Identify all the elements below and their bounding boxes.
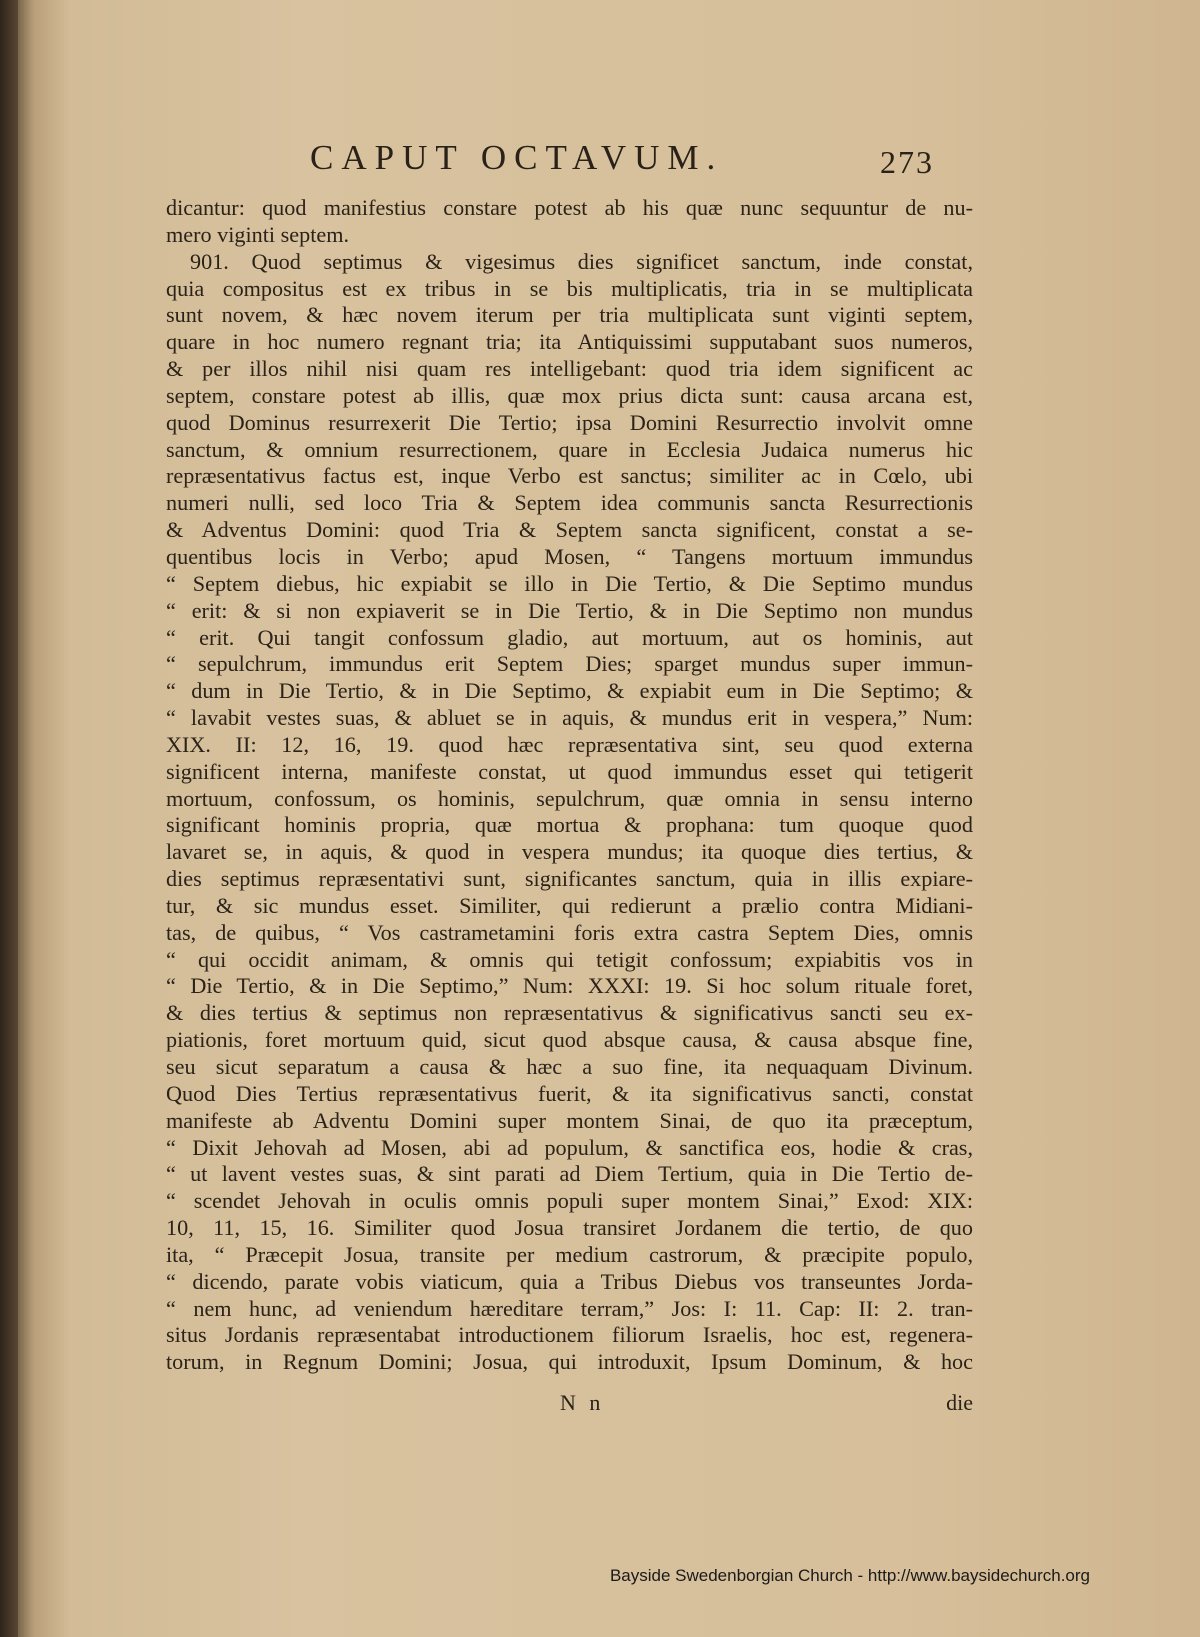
text-line: manifeste ab Adventu Domini super montem Sinai, de quo ita præceptum, xyxy=(166,1107,973,1133)
text-line: lavaret se, in aquis, & quod in vespera mundus; ita quoque dies tertius, & xyxy=(166,839,973,865)
binding-edge xyxy=(0,0,18,1637)
text-line: mero viginti septem. xyxy=(166,221,350,247)
text-line: “ Septem diebus, hic expiabit se illo in Die Tertio, & Die Septimo mundus xyxy=(166,570,973,596)
running-title: CAPUT OCTAVUM. xyxy=(310,138,724,177)
catchword: die xyxy=(946,1390,973,1415)
text-line: sanctum, & omnium resurrectionem, quare in Ecclesia Judaica numerus hic xyxy=(166,436,973,462)
text-line: “ nem hunc, ad veniendum hæreditare terram,” Jos: I: 11. Cap: II: 2. tran- xyxy=(166,1295,973,1321)
text-line: 901. Quod septimus & vigesimus dies significet sanctum, inde constat, xyxy=(190,248,973,274)
text-line: seu sicut separatum a causa & hæc a suo fine, ita nequaquam Divinum. xyxy=(166,1054,973,1079)
text-line: “ dicendo, parate vobis viaticum, quia a Tribus Diebus vos transeuntes Jorda- xyxy=(166,1268,973,1294)
text-line: significant hominis propria, quæ mortua & prophana: tum quoque quod xyxy=(166,812,973,838)
text-line: & Adventus Domini: quod Tria & Septem sancta significent, constat a se- xyxy=(166,517,973,543)
page-header xyxy=(0,138,1200,188)
text-line: “ Die Tertio, & in Die Septimo,” Num: XXXI: 19. Si hoc solum rituale foret, xyxy=(166,973,973,999)
text-line: dies septimus repræsentativi sunt, significantes sanctum, quia in illis expiare- xyxy=(166,866,973,892)
text-line: numeri nulli, sed loco Tria & Septem idea communis sancta Resurrectionis xyxy=(166,490,973,516)
text-line: “ sepulchrum, immundus erit Septem Dies; sparget mundus super immun- xyxy=(166,651,973,677)
text-line: “ scendet Jehovah in oculis omnis populi super montem Sinai,” Exod: XIX: xyxy=(166,1188,973,1214)
text-line: mortuum, confossum, os hominis, sepulchrum, quæ omnia in sensu interno xyxy=(166,785,973,811)
text-line: septem, constare potest ab illis, quæ mox prius dicta sunt: causa arcana est, xyxy=(166,382,973,408)
text-line: 10, 11, 15, 16. Similiter quod Josua transiret Jordanem die tertio, de quo xyxy=(166,1215,973,1241)
text-line: ita, “ Præcepit Josua, transite per medium castrorum, & præcipite populo, xyxy=(166,1241,973,1267)
body-text xyxy=(166,195,973,1376)
text-line: “ qui occidit animam, & omnis qui tetigit confossum; expiabitis vos in xyxy=(166,946,973,972)
text-line: tas, de quibus, “ Vos castrametamini foris extra castra Septem Dies, omnis xyxy=(166,919,973,945)
text-line: “ ut lavent vestes suas, & sint parati ad Diem Tertium, quia in Die Tertio de- xyxy=(166,1161,973,1187)
text-line: dicantur: quod manifestius constare potest ab his quæ nunc sequuntur de nu- xyxy=(166,195,973,220)
text-line: significent interna, manifeste constat, ut quod immundus esset qui tetigerit xyxy=(166,758,973,784)
text-line: quare in hoc numero regnant tria; ita Antiquissimi supputabant suos numeros, xyxy=(166,329,973,355)
text-line: “ erit: & si non expiaverit se in Die Tertio, & in Die Septimo non mundus xyxy=(166,597,973,623)
page-footer xyxy=(166,1390,973,1420)
text-line: “ Dixit Jehovah ad Mosen, abi ad populum, & sanctifica eos, hodie & cras, xyxy=(166,1134,973,1160)
text-line: torum, in Regnum Domini; Josua, qui introduxit, Ipsum Dominum, & hoc xyxy=(166,1349,973,1375)
text-line: piationis, foret mortuum quid, sicut quod absque causa, & causa absque fine, xyxy=(166,1027,973,1053)
text-line: “ lavabit vestes suas, & abluet se in aquis, & mundus erit in vespera,” Num: xyxy=(166,705,973,731)
text-line: “ dum in Die Tertio, & in Die Septimo, & expiabit eum in Die Septimo; & xyxy=(166,678,973,704)
text-line: sunt novem, & hæc novem iterum per tria multiplicata sunt viginti septem, xyxy=(166,302,973,328)
text-line: quia compositus est ex tribus in se bis multiplicatis, tria in se multiplicata xyxy=(166,275,973,301)
text-line: & dies tertius & septimus non repræsentativus & significativus sancti seu ex- xyxy=(166,1000,973,1026)
text-line: Quod Dies Tertius repræsentativus fuerit, & ita significativus sancti, constat xyxy=(166,1080,973,1106)
watermark-credit: Bayside Swedenborgian Church - http://www.baysidechurch.org xyxy=(609,1566,1090,1585)
text-line: tur, & sic mundus esset. Similiter, qui redierunt a prælio contra Midiani- xyxy=(166,892,973,918)
page-number: 273 xyxy=(880,144,934,180)
text-line: quentibus locis in Verbo; apud Mosen, “ Tangens mortuum immundus xyxy=(166,543,973,569)
text-line: “ erit. Qui tangit confossum gladio, aut mortuum, aut os hominis, aut xyxy=(166,624,973,650)
text-line: quod Dominus resurrexerit Die Tertio; ipsa Domini Resurrectio involvit omne xyxy=(166,409,973,435)
text-line: repræsentativus factus est, inque Verbo est sanctus; similiter ac in Cœlo, ubi xyxy=(166,463,973,489)
text-line: XIX. II: 12, 16, 19. quod hæc repræsentativa sint, seu quod externa xyxy=(166,731,973,757)
text-line: situs Jordanis repræsentabat introductionem filiorum Israelis, hoc est, regenera- xyxy=(166,1322,973,1348)
text-line: & per illos nihil nisi quam res intelligebant: quod tria idem significent ac xyxy=(166,356,973,382)
signature-mark: N n xyxy=(560,1390,605,1415)
